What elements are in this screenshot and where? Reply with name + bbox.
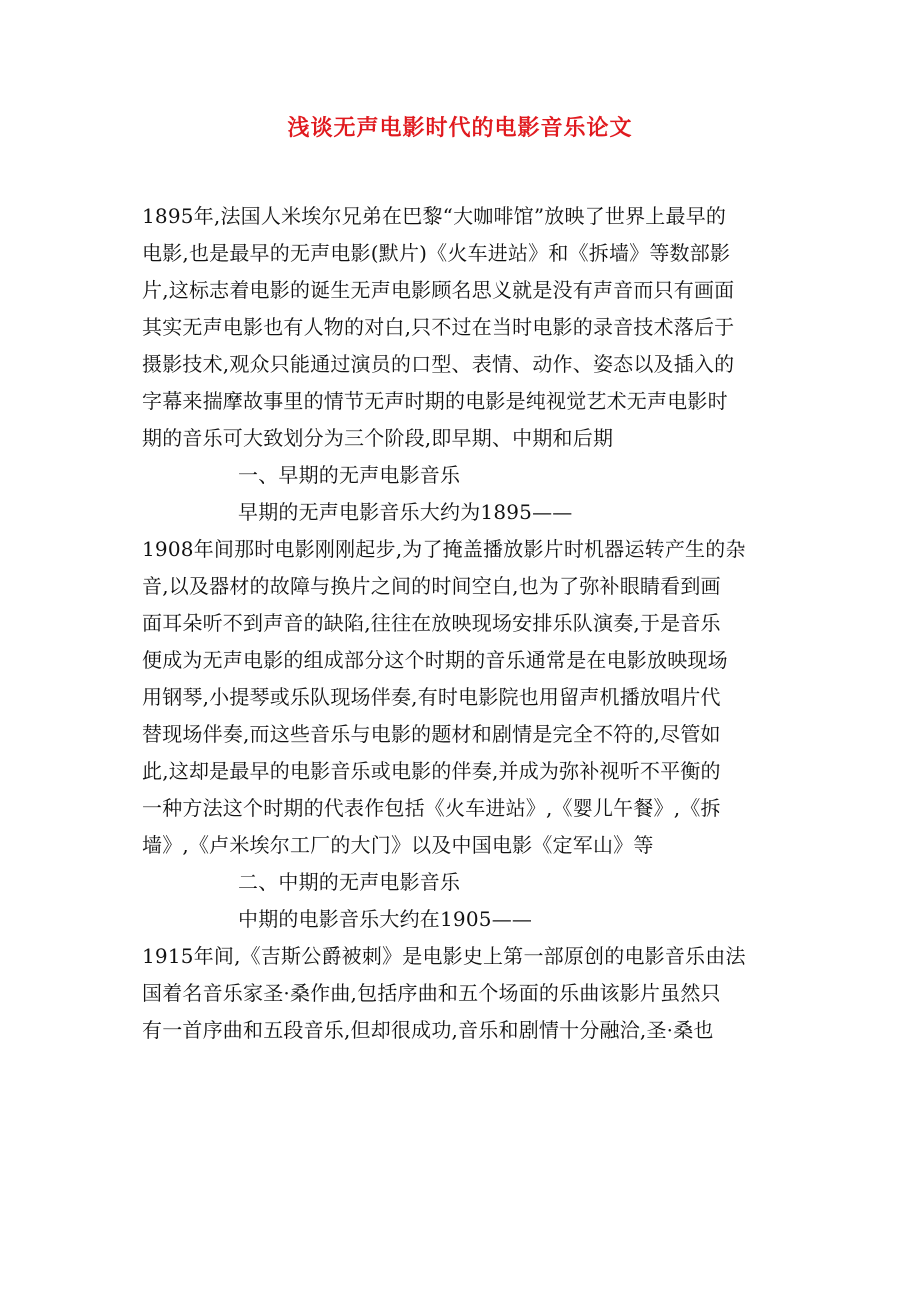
document-title: 浅谈无声电影时代的电影音乐论文 [287, 115, 633, 141]
text-line: 电影,也是最早的无声电影(默片)《火车进站》和《拆墙》等数部影 [142, 241, 731, 265]
text-line: 替现场伴奏,而这些音乐与电影的题材和剧情是完全不符的,尽管如 [142, 722, 721, 746]
text-line: 早期的无声电影音乐大约为1895—— [238, 500, 573, 524]
text-line: 面耳朵听不到声音的缺陷,往往在放映现场安排乐队演奏,于是音乐 [142, 611, 721, 635]
text-line: 有一首序曲和五段音乐,但却很成功,音乐和剧情十分融洽,圣·桑也 [142, 1018, 714, 1042]
text-line: 用钢琴,小提琴或乐队现场伴奏,有时电影院也用留声机播放唱片代 [142, 685, 721, 709]
text-line: 1915年间,《吉斯公爵被刺》是电影史上第一部原创的电影音乐由法 [142, 944, 746, 968]
text-line: 1895年,法国人米埃尔兄弟在巴黎“大咖啡馆”放映了世界上最早的 [142, 204, 727, 228]
text-line: 一种方法这个时期的代表作包括《火车进站》,《婴儿午餐》,《拆 [142, 796, 721, 820]
text-line: 1908年间那时电影刚刚起步,为了掩盖播放影片时机器运转产生的杂 [142, 537, 746, 561]
text-line: 国着名音乐家圣·桑作曲,包括序曲和五个场面的乐曲该影片虽然只 [142, 981, 721, 1005]
text-line: 期的音乐可大致划分为三个阶段,即早期、中期和后期 [142, 426, 614, 450]
text-line: 墙》,《卢米埃尔工厂的大门》以及中国电影《定军山》等 [142, 833, 654, 857]
text-line: 音,以及器材的故障与换片之间的时间空白,也为了弥补眼睛看到画 [142, 574, 721, 598]
text-line: 中期的电影音乐大约在1905—— [238, 907, 533, 931]
text-line: 此,这却是最早的电影音乐或电影的伴奏,并成为弥补视听不平衡的 [142, 759, 721, 783]
text-line: 字幕来揣摩故事里的情节无声时期的电影是纯视觉艺术无声电影时 [142, 389, 728, 413]
text-line: 其实无声电影也有人物的对白,只不过在当时电影的录音技术落后于 [142, 315, 735, 339]
section-heading: 二、中期的无声电影音乐 [238, 870, 461, 894]
text-line: 便成为无声电影的组成部分这个时期的音乐通常是在电影放映现场 [142, 648, 728, 672]
section-heading: 一、早期的无声电影音乐 [238, 463, 461, 487]
text-line: 摄影技术,观众只能通过演员的口型、表情、动作、姿态以及插入的 [142, 352, 735, 376]
text-line: 片,这标志着电影的诞生无声电影顾名思义就是没有声音而只有画面 [142, 278, 735, 302]
